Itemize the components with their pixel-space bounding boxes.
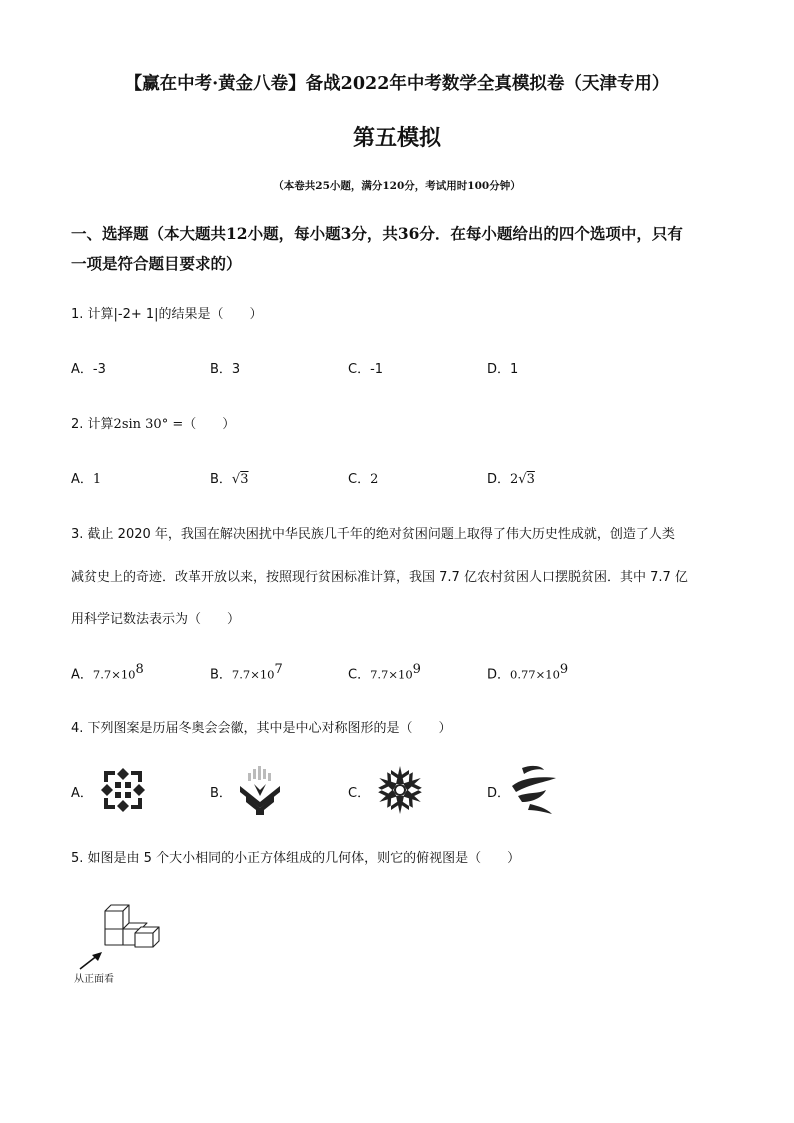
exam-note: （本卷共25小题，满分120分，考试用时100分钟） xyxy=(273,180,521,192)
q3-option-c: C．$7.7\times 10^9$ xyxy=(348,662,421,683)
document-subtitle: 第五模拟 xyxy=(352,125,441,151)
q1-option-b: B．3 xyxy=(210,362,241,377)
question-5-stem: 5. 如图是由 5 个大小相同的小正方体组成的几何体，则它的俯视图是（ ） xyxy=(71,851,521,866)
emblem-b-icon xyxy=(236,764,286,816)
q2-option-c: C．2 xyxy=(348,472,379,487)
emblem-a-icon xyxy=(98,765,148,815)
question-2-stem: 2. 计算2sin 30° =（ ） xyxy=(71,417,236,432)
q3-option-b: B．$7.7\times 10^7$ xyxy=(210,662,283,683)
q4-option-c-label: C． xyxy=(348,786,371,801)
question-1-stem: 1. 计算|-2+ 1|的结果是（ ） xyxy=(71,307,263,322)
q4-option-d-label: D． xyxy=(487,786,511,801)
figure-caption: 从正面看 xyxy=(74,974,114,985)
q1-option-d: D．1 xyxy=(487,362,519,377)
section-heading-line2: 一项是符合题目要求的） xyxy=(71,254,242,273)
question-3-stem-line3: 用科学记数法表示为（ ） xyxy=(71,612,241,627)
q2-option-a: A．1 xyxy=(71,472,102,487)
q4-option-a-label: A． xyxy=(71,786,93,801)
question-3-stem-line1: 3. 截止 2020 年，我国在解决困扰中华民族几千年的绝对贫困问题上取得了伟大历史性成就，创造了人类 xyxy=(71,527,675,542)
q2-option-b: B．√3 xyxy=(210,472,249,487)
q1-option-c: C．-1 xyxy=(348,362,384,377)
q2-option-d: D．2√3 xyxy=(487,472,535,487)
q3-option-d: D．$0.77\times 10^9$ xyxy=(487,662,569,683)
view-direction-arrow-icon xyxy=(78,951,106,971)
cube-figure xyxy=(99,897,171,955)
question-4-stem: 4. 下列图案是历届冬奥会会徽，其中是中心对称图形的是（ ） xyxy=(71,721,452,736)
emblem-d-icon xyxy=(508,762,562,818)
question-3-stem-line2: 减贫史上的奇迹．改革开放以来，按照现行贫困标准计算，我国 7.7 亿农村贫困人口摆脱贫困．其中 7.7 亿 xyxy=(71,570,688,585)
document-title: 【赢在中考·黄金八卷】备战2022年中考数学全真模拟卷（天津专用） xyxy=(124,74,670,94)
section-heading-line1: 一、选择题（本大题共12小题，每小题3分，共36分．在每小题给出的四个选项中，只有 xyxy=(71,224,683,243)
q3-option-a: A．$7.7\times 10^8$ xyxy=(71,662,144,683)
q4-option-b-label: B． xyxy=(210,786,232,801)
q1-option-a: A．-3 xyxy=(71,362,106,377)
emblem-c-icon xyxy=(374,764,426,816)
